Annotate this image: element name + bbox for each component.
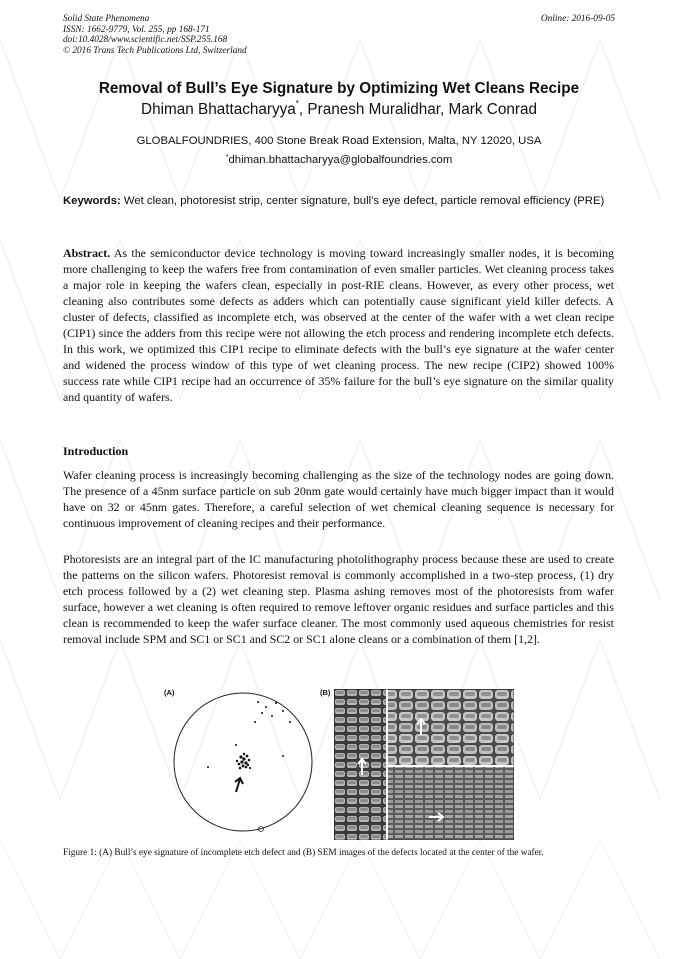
journal-doi: doi:10.4028/www.scientific.net/SSP.255.168 — [63, 35, 228, 46]
panel-label-b: (B) — [320, 688, 331, 697]
contact-email — [0, 154, 678, 166]
journal-header — [63, 14, 247, 56]
sem-panel-top-right — [388, 689, 514, 765]
author-list — [0, 101, 678, 119]
intro-paragraph-1: Wafer cleaning process is increasingly becoming challenging as the size of the technology nodes are going down. The presence of a 45nm surface particle on sub 20nm gate would certainly have much bigger impact than it would have on 32 or 45nm gates. Therefore, a careful selection of wet chemical cleaning sequence is necessary for continuous improvement of cleaning recipes and their performance. — [63, 468, 614, 530]
abstract — [63, 245, 614, 405]
figure-caption: Figure 1: (A) Bull’s eye signature of incomplete etch defect and (B) SEM images of the defects located at the center of the wafer. — [63, 848, 544, 858]
sem-panel-left — [334, 689, 386, 840]
sem-image-collage — [334, 689, 514, 840]
author-rest: , Pranesh Muralidhar, Mark Conrad — [298, 101, 537, 118]
email-mark: * — [225, 154, 229, 161]
journal-copyright: © 2016 Trans Tech Publications Ltd, Switzerland — [63, 45, 247, 56]
section-heading-introduction: Introduction — [63, 444, 129, 458]
sem-panel-bottom-right — [388, 767, 514, 840]
paper-title: Removal of Bull’s Eye Signature by Optimizing Wet Cleans Recipe — [98, 80, 580, 97]
journal-name: Solid State Phenomena — [63, 14, 150, 24]
affiliation: GLOBALFOUNDRIES, 400 Stone Break Road Extension, Malta, NY 12020, USA — [136, 135, 542, 147]
abstract-label: Abstract. — [63, 246, 111, 260]
keywords-text: Wet clean, photoresist strip, center signature, bull’s eye defect, particle removal efficiency (PRE) — [120, 195, 605, 207]
intro-paragraph-2: Photoresists are an integral part of the IC manufacturing photolithography process because these are used to create the patterns on the silicon wafers. Photoresist removal is commonly accomplished in a two-step process, (1) dry etch process followed by a (2) wet cleaning step. Plasma ashing removes most of the photoresists from wafer surface, however a wet cleaning is often required to remove leftover organic residues and surface particles and this clean is recommended to keep the wafer surface cleaner. The most commonly used aqueous chemistries for resist removal include SPM and SC1 or SC1 and SC2 or SC1 alone cleans or a combination of them [1,2]. — [63, 552, 614, 646]
keywords — [63, 194, 614, 209]
wafer-defect-map — [168, 686, 318, 842]
keywords-label: Keywords: — [63, 195, 121, 207]
figure-1 — [160, 686, 520, 842]
corresponding-mark: * — [295, 99, 299, 108]
online-date: Online: 2016-09-05 — [540, 14, 615, 24]
email-address: dhiman.bhattacharyya@globalfoundries.com — [228, 154, 453, 166]
journal-issn: ISSN: 1662-9779, Vol. 255, pp 168-171 — [63, 24, 210, 35]
arrow-icon — [235, 778, 243, 792]
panel-label-a: (A) — [164, 688, 175, 697]
defect-points — [207, 701, 291, 769]
author-first: Dhiman Bhattacharyya — [141, 101, 296, 118]
abstract-text: As the semiconductor device technology is moving toward increasingly smaller nodes, it is becoming more challenging to keep the wafers free from contamination of even smaller particles. Wet cleaning process takes a major role in keeping the wafers clean, especially in post-RIE cleans. However, as every other process, wet cleaning also contributes some defects as adders which can potentially cause significant yield killer defects. A cluster of defects, classified as incomplete etch, was observed at the center of the wafer with a wet clean recipe (CIP1) since the adders from this recipe were not allowing the etch process and rendering incomplete etch defects. In this work, we optimized this CIP1 recipe to eliminate defects with the bull’s eye signature at the wafer center and widened the process window of this type of wet cleaning process. The new recipe (CIP2) showed 100% success rate while CIP1 recipe had an occurrence of 35% failure for the bull’s eye signature on the similar quality and quantity of wafers. — [63, 246, 614, 404]
